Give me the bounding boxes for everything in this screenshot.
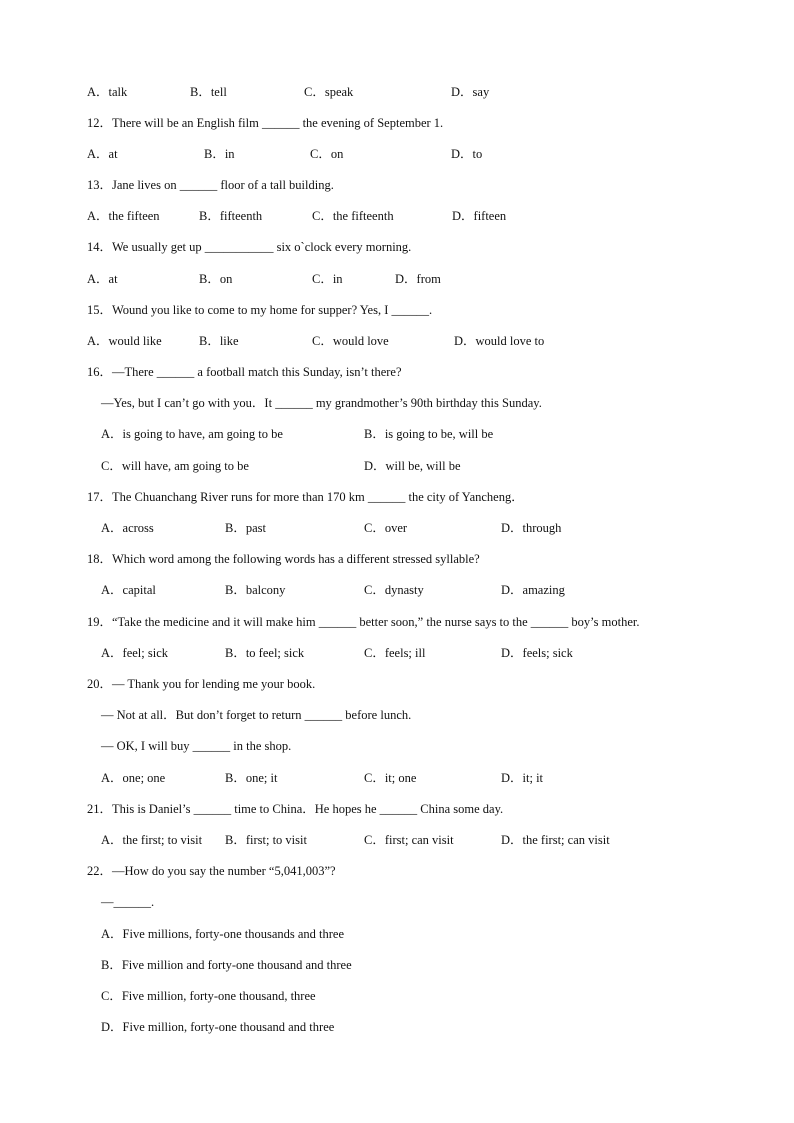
- option-c[interactable]: C．over: [364, 521, 408, 535]
- option-b[interactable]: B．on: [199, 272, 233, 286]
- option-b[interactable]: B．in: [204, 147, 235, 161]
- option-c[interactable]: C．feels; ill: [364, 646, 426, 660]
- option-a[interactable]: A．the first; to visit: [101, 833, 203, 847]
- question-12-stem: 12．There will be an English film ______ the evening of September 1.: [87, 116, 444, 130]
- question-21-stem: 21．This is Daniel’s ______ time to China．He hopes he ______ China some day.: [87, 802, 504, 816]
- option-c[interactable]: C．would love: [312, 334, 389, 348]
- option-a[interactable]: A．the fifteen: [87, 209, 160, 223]
- option-c[interactable]: C．dynasty: [364, 583, 424, 597]
- option-b[interactable]: B．first; to visit: [225, 833, 307, 847]
- option-c[interactable]: C．speak: [304, 85, 354, 99]
- option-b[interactable]: B．balcony: [225, 583, 286, 597]
- option-a[interactable]: A．at: [87, 272, 118, 286]
- option-d[interactable]: D．the first; can visit: [501, 833, 610, 847]
- option-a[interactable]: A．capital: [101, 583, 156, 597]
- question-13-stem: 13．Jane lives on ______ floor of a tall building.: [87, 178, 334, 192]
- question-14-stem: 14．We usually get up ___________ six o`clock every morning.: [87, 240, 412, 254]
- question-20-line3: — OK, I will buy ______ in the shop.: [101, 739, 292, 753]
- option-c[interactable]: C．the fifteenth: [312, 209, 394, 223]
- option-a[interactable]: A．feel; sick: [101, 646, 168, 660]
- option-b[interactable]: B．fifteenth: [199, 209, 263, 223]
- option-a[interactable]: A．Five millions, forty-one thousands and three: [101, 927, 345, 941]
- question-18-stem: 18．Which word among the following words has a different stressed syllable?: [87, 552, 480, 566]
- question-15-stem: 15．Wound you like to come to my home for supper? Yes, I ______.: [87, 303, 433, 317]
- option-d[interactable]: D．amazing: [501, 583, 565, 597]
- option-c[interactable]: C．first; can visit: [364, 833, 454, 847]
- option-a[interactable]: A．talk: [87, 85, 128, 99]
- option-d[interactable]: D．would love to: [454, 334, 545, 348]
- question-22-stem: 22．—How do you say the number “5,041,003”?: [87, 864, 336, 878]
- option-d[interactable]: D．will be, will be: [364, 459, 461, 473]
- option-b[interactable]: B．past: [225, 521, 266, 535]
- question-17-stem: 17．The Chuanchang River runs for more than 170 km ______ the city of Yancheng．: [87, 490, 524, 504]
- option-d[interactable]: D．from: [395, 272, 441, 286]
- question-20-stem: 20．— Thank you for lending me your book.: [87, 677, 316, 691]
- question-19-stem: 19．“Take the medicine and it will make him ______ better soon,” the nurse says to the ______ boy’s mother.: [87, 615, 640, 629]
- option-d[interactable]: D．to: [451, 147, 483, 161]
- question-20-line2: — Not at all．But don’t forget to return ______ before lunch.: [101, 708, 412, 722]
- option-d[interactable]: D．fifteen: [452, 209, 507, 223]
- question-16-line2: —Yes, but I can’t go with you．It ______ my grandmother’s 90th birthday this Sunday.: [101, 396, 542, 410]
- option-c[interactable]: C．Five million, forty-one thousand, three: [101, 989, 316, 1003]
- option-b[interactable]: B．is going to be, will be: [364, 427, 494, 441]
- option-a[interactable]: A．across: [101, 521, 154, 535]
- option-a[interactable]: A．at: [87, 147, 118, 161]
- option-c[interactable]: C．in: [312, 272, 343, 286]
- option-b[interactable]: B．to feel; sick: [225, 646, 305, 660]
- question-22-line2: —______.: [101, 895, 155, 909]
- question-16-stem: 16．—There ______ a football match this Sunday, isn’t there?: [87, 365, 402, 379]
- option-a[interactable]: A．one; one: [101, 771, 166, 785]
- option-c[interactable]: C．will have, am going to be: [101, 459, 249, 473]
- option-b[interactable]: B．Five million and forty-one thousand and three: [101, 958, 352, 972]
- option-d[interactable]: D．say: [451, 85, 490, 99]
- option-a[interactable]: A．is going to have, am going to be: [101, 427, 283, 441]
- option-b[interactable]: B．tell: [190, 85, 227, 99]
- option-b[interactable]: B．one; it: [225, 771, 278, 785]
- option-d[interactable]: D．Five million, forty-one thousand and three: [101, 1020, 335, 1034]
- option-b[interactable]: B．like: [199, 334, 239, 348]
- option-d[interactable]: D．it; it: [501, 771, 544, 785]
- option-c[interactable]: C．it; one: [364, 771, 417, 785]
- option-d[interactable]: D．feels; sick: [501, 646, 573, 660]
- option-c[interactable]: C．on: [310, 147, 344, 161]
- option-d[interactable]: D．through: [501, 521, 562, 535]
- option-a[interactable]: A．would like: [87, 334, 162, 348]
